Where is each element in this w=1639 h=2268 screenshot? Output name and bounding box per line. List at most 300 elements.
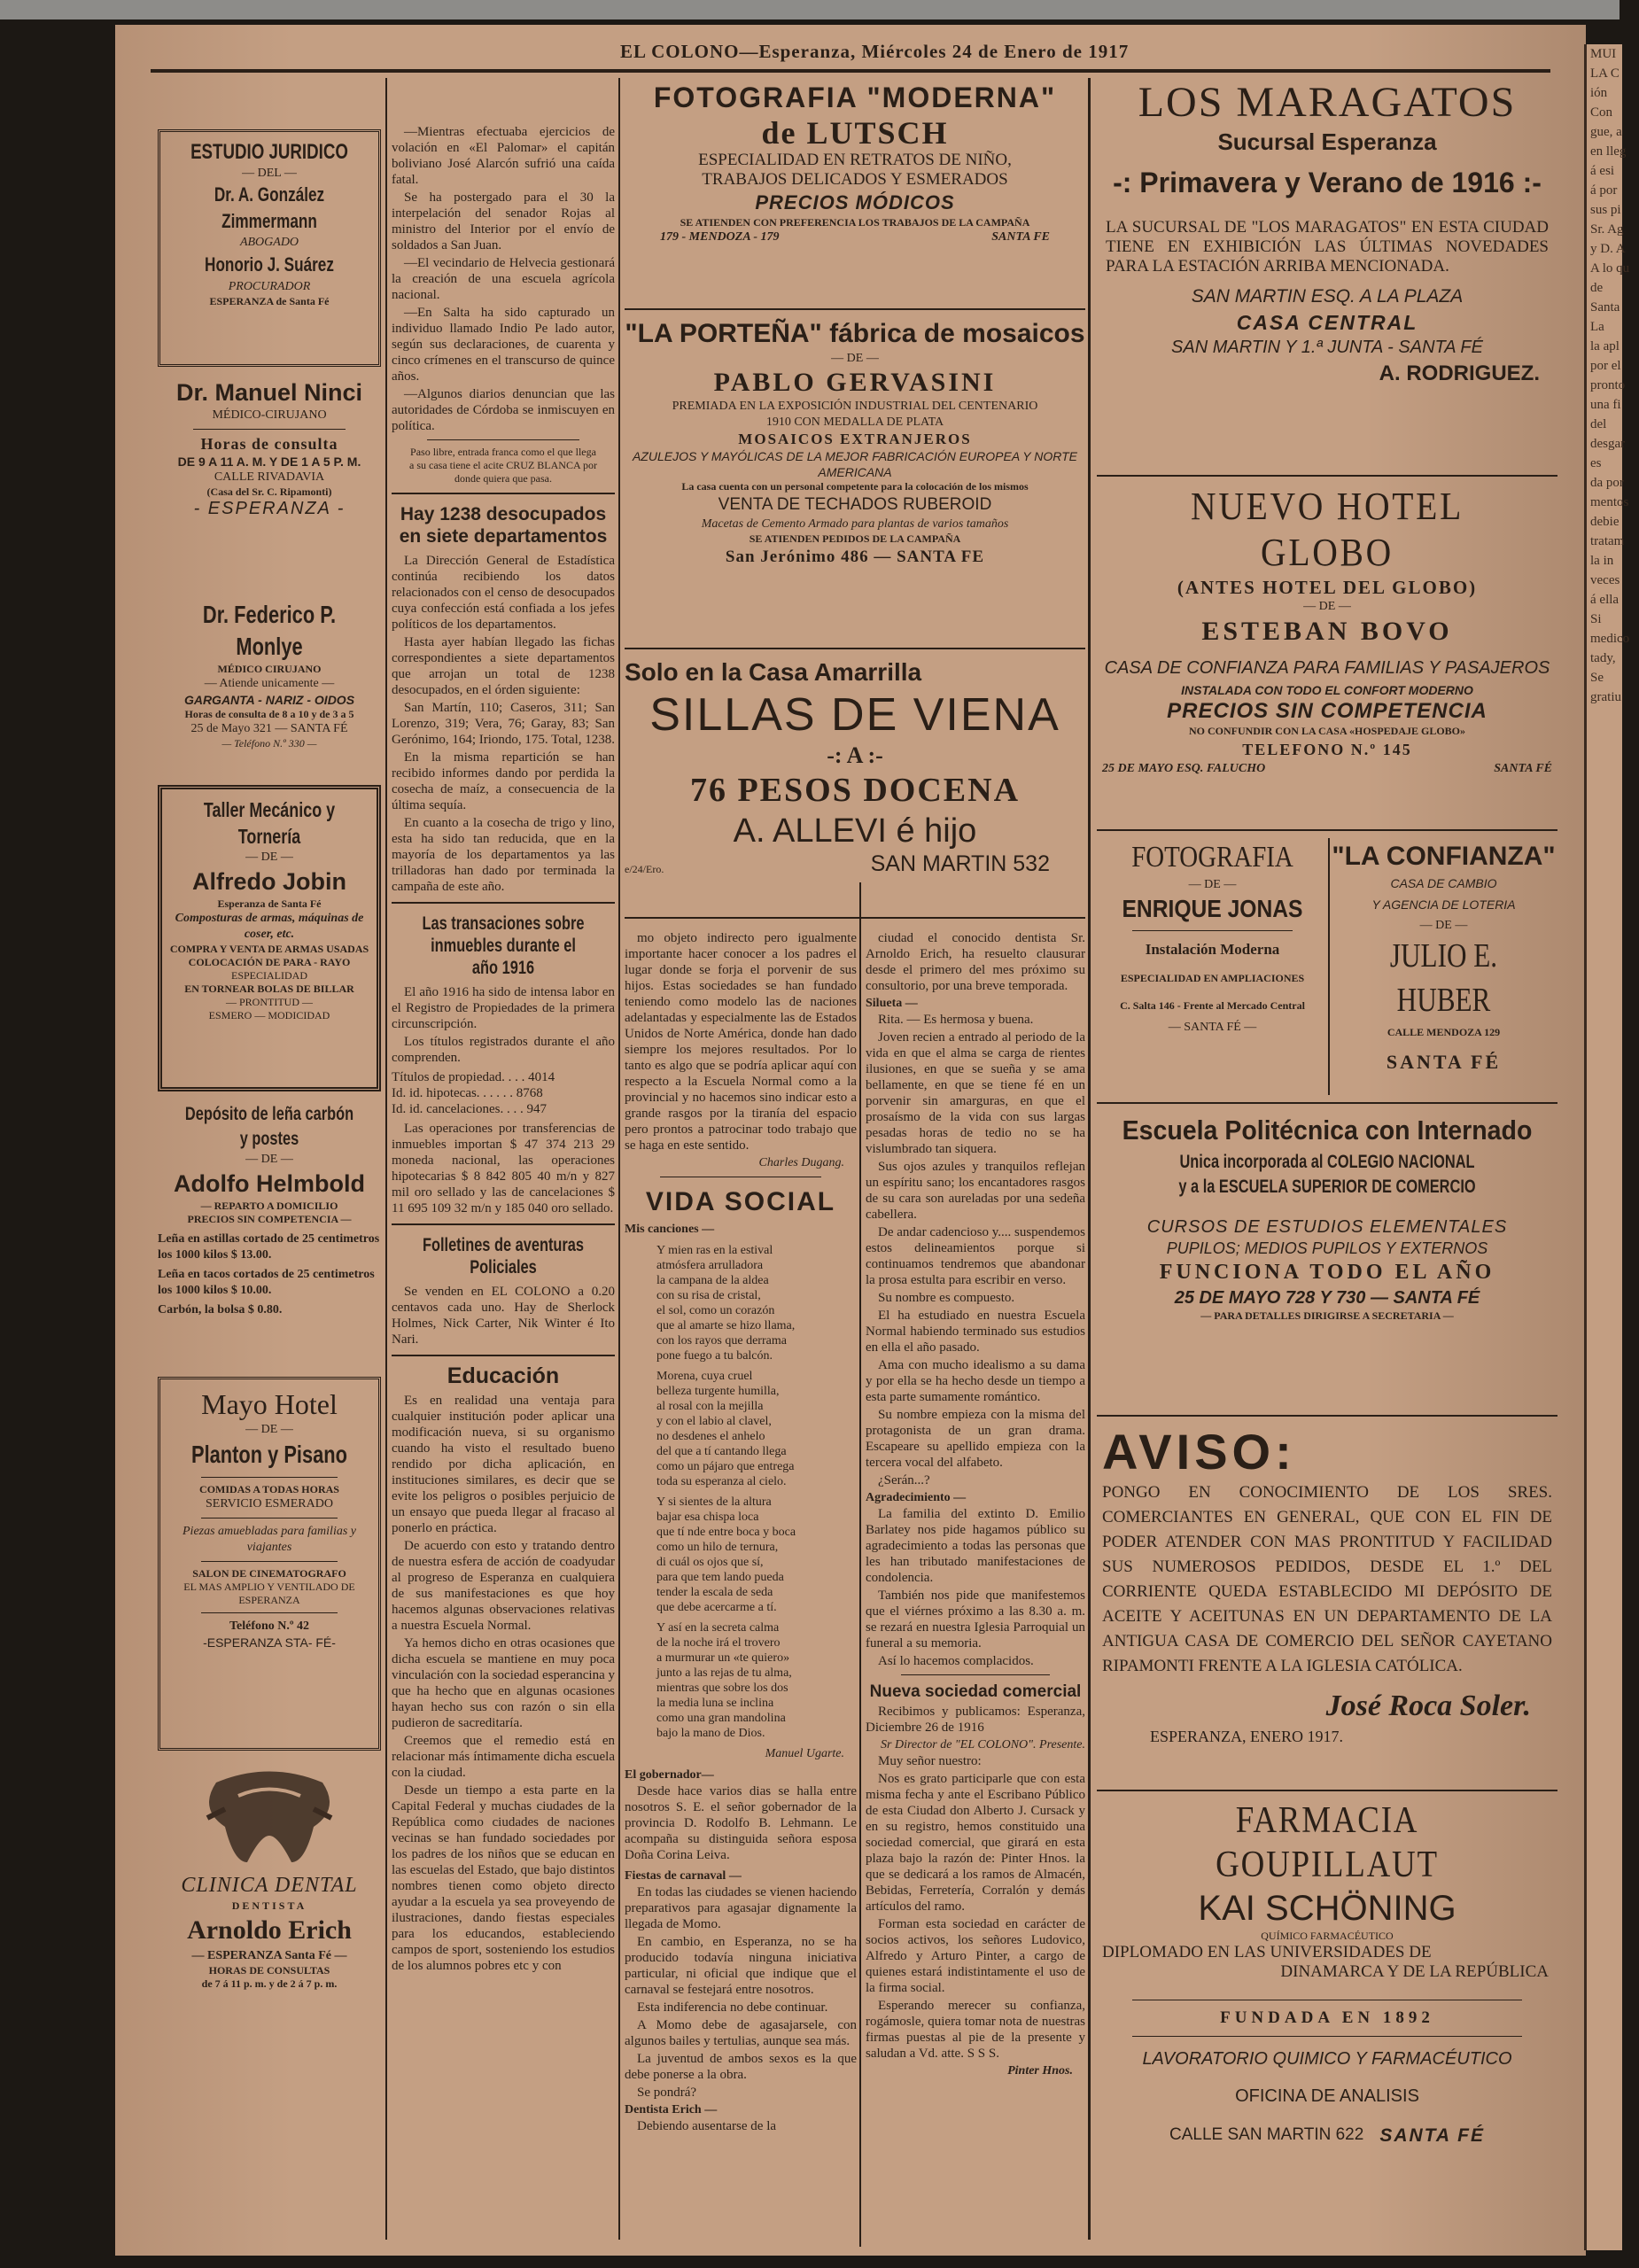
farmacia-owner: KAI SCHÖNING (1198, 1889, 1456, 1928)
hotel-phone: Teléfono N.º 42 (229, 1619, 310, 1633)
farmacia-dinamarca: DINAMARCA Y DE LA REPÚBLICA (1280, 1962, 1549, 1981)
dentista-heading: Dentista Erich — (625, 2103, 718, 2117)
farmacia-oficina: OFICINA DE ANALISIS (1235, 2086, 1419, 2106)
monlye-name: Dr. Federico P. Monlye (202, 601, 337, 660)
folletines-body: Se venden en EL COLONO a 0.20 centavos cada uno. Hay de Sherlock Holmes, Nick Carter, Nik Winter é Ito Nari. (392, 1285, 615, 1347)
verse-line: como un pájaro que entrega (656, 1460, 795, 1473)
nueva-sociedad-paragraph: Muy señor nuestro: (878, 1754, 982, 1768)
adjacent-text: la apl (1590, 339, 1620, 353)
educacion-paragraph: Desde un tiempo a esta parte en la Capital Federal y muchas ciudades de la República como ciudades de naciones vecinas se han fundado sociedades por los padres de los niños que se educan en las escuelas del Estado, que bajo distintos nombres tienen como objeto directo ayudar a la escuela ya sea proveyendo de ilustraciones, dando fiestas especiales para los educandos, estableciendo campos de sport, sosteniendo los estudios de los alumnos pobres etc y con (392, 1783, 615, 1973)
taller-bolas: EN TORNEAR BOLAS DE BILLAR (184, 983, 354, 995)
divider (625, 648, 1085, 649)
maragatos-owner: A. RODRIGUEZ. (1379, 361, 1540, 385)
foto-moderna-address (625, 229, 1085, 245)
educacion-title: Educación (447, 1363, 560, 1388)
vida-social-title: VIDA SOCIAL (645, 1187, 836, 1216)
juridico-name-2: Honorio J. Suárez (205, 253, 334, 276)
globo-street: 25 DE MAYO ESQ. FALUCHO (1102, 762, 1266, 775)
globo-city: SANTA FÉ (1494, 762, 1552, 775)
farmacia-fundada: FUNDADA EN 1892 (1220, 2008, 1434, 2027)
juridico-role-1: ABOGADO (239, 236, 299, 249)
ad-la-confianza (1330, 838, 1557, 1095)
portena-macetas: Macetas de Cemento Armado para plantas de varios tamaños (701, 517, 1009, 531)
farmacia-address (1097, 2125, 1557, 2147)
canciones-heading: Mis canciones — (625, 1223, 715, 1236)
escuela-cursos: CURSOS DE ESTUDIOS ELEMENTALES (1146, 1217, 1508, 1237)
adjacent-text: gue, a (1590, 125, 1622, 139)
foto-moderna-line: TRABAJOS DELICADOS Y ESMERADOS (702, 170, 1008, 189)
verse-line: la campana de la aldea (656, 1274, 769, 1287)
adjacent-text: gratiu (1590, 690, 1621, 704)
foto-moderna-title: FOTOGRAFIA "MODERNA" (653, 82, 1057, 113)
verse-line: de la noche irá el trovero (656, 1636, 781, 1650)
ad-farmacia-goupillaut (1097, 1798, 1557, 2171)
divider (901, 1674, 1050, 1675)
juridico-title: ESTUDIO JURIDICO (190, 140, 348, 164)
folletines-title: Folletines de aventuras Policiales (422, 1235, 585, 1278)
hotel-de: — DE — (245, 1423, 293, 1436)
silueta-heading: Silueta — (866, 997, 918, 1010)
hotel-divider (201, 1477, 338, 1478)
verse-line: al rosal con la mejilla (656, 1400, 764, 1413)
divider (625, 917, 1085, 919)
sillas-a: -: A :- (827, 742, 883, 768)
portena-premiada: PREMIADA EN LA EXPOSICIÓN INDUSTRIAL DEL CENTENARIO 1910 CON MEDALLA DE PLATA (672, 400, 1038, 429)
verse-stanza (625, 1243, 857, 1363)
verse-line: la media luna se inclina (656, 1697, 774, 1710)
adjacent-text: veces (1590, 573, 1620, 587)
escuela-detalles: — PARA DETALLES DIRIGIRSE A SECRETARIA — (1200, 1309, 1454, 1322)
column-1-ads (158, 129, 381, 2256)
verse-line: bajar esa chispa loca (656, 1511, 759, 1524)
divider (392, 1223, 615, 1225)
clinica-horas: HORAS DE CONSULTAS (208, 1964, 330, 1977)
portena-personal: La casa cuenta con un personal competente para la colocación de los mismos (681, 480, 1029, 493)
divider (1097, 829, 1557, 831)
farmacia-laboratorio: LAVORATORIO QUIMICO Y FARMACÉUTICO (1142, 2049, 1512, 2069)
confianza-title: "LA CONFIANZA" (1332, 842, 1556, 871)
foto-moderna-line: ESPECIALIDAD EN RETRATOS DE NIÑO, (698, 151, 1012, 169)
dentista-body: Debiendo ausentarse de la (637, 2119, 777, 2133)
farmacia-divider-2 (1132, 2036, 1522, 2037)
ad-los-maragatos (1097, 78, 1557, 468)
helmbold-price-2: Leña en tacos cortados de 25 centimetros los 1000 kilos $ 10.00. (158, 1268, 375, 1297)
divider (625, 308, 1085, 310)
verse-line: Y si sientes de la altura (656, 1495, 772, 1509)
divider (1097, 475, 1557, 477)
adjacent-text: tady, (1590, 651, 1616, 665)
silueta-paragraph: El ha estudiado en nuestra Escuela Normal habiendo terminado sus estudios en ella el año pasado. (866, 1309, 1085, 1355)
confianza-owner: JULIO E. HUBER (1389, 937, 1498, 1019)
news-item: —Mientras efectuaba ejercicios de volación en «El Palomar» el capitán boliviano José Alarcón sufrió una caída fatal. (392, 125, 615, 187)
adjacent-text: ión (1590, 86, 1608, 100)
column-rule-3 (1088, 78, 1091, 2240)
tooth-illustration-icon (190, 1765, 349, 1871)
farmacia-street: CALLE SAN MARTIN 622 (1169, 2125, 1364, 2144)
ad-fotografia-jonas (1097, 838, 1330, 1095)
taller-armas: COMPRA Y VENTA DE ARMAS USADAS (169, 943, 369, 955)
globo-owner: ESTEBAN BOVO (1201, 617, 1453, 646)
adjacent-text: A lo qu (1590, 261, 1630, 276)
jonas-name: ENRIQUE JONAS (1122, 895, 1303, 922)
desocupados-paragraph: En la misma repartición se han recibido informes dando por perdida la cosecha de maíz, a consecuencia de la última sequía. (392, 750, 615, 812)
maragatos-branch: SAN MARTIN ESQ. A LA PLAZA (1191, 286, 1464, 307)
portena-mosaicos: MOSAICOS EXTRANJEROS (738, 431, 972, 447)
ad-nuevo-hotel-globo (1097, 484, 1557, 822)
column-rule-2 (618, 78, 620, 2240)
foto-moderna-precios: PRECIOS MÓDICOS (755, 191, 955, 214)
verse-line: el sol, como un corazón (656, 1304, 775, 1317)
ad-ninci (158, 377, 381, 590)
hotel-comidas: COMIDAS A TODAS HORAS (199, 1483, 339, 1495)
helmbold-title: Depósito de leña carbón y postes (184, 1104, 354, 1149)
masthead (620, 41, 1639, 63)
portena-owner: PABLO GERVASINI (713, 368, 997, 397)
confianza-de: — DE — (1419, 919, 1468, 932)
ad-escuela-politecnica (1097, 1111, 1557, 1408)
news-item: —En Salta ha sido capturado un individuo llamado Indio Pe lado autor, según sus declaraciones, de cuarenta y cinco crímenes en el transcurso de quince años. (392, 306, 615, 384)
globo-no-confundir: NO CONFUNDIR CON LA CASA «HOSPEDAJE GLOBO» (1188, 725, 1466, 737)
ad-taller-mecanico (158, 785, 381, 1091)
globo-phone: TELEFONO N.º 145 (1242, 741, 1412, 758)
taller-owner: Alfredo Jobin (192, 868, 346, 895)
ninci-hours: DE 9 A 11 A. M. Y DE 1 A 5 P. M. (177, 454, 361, 469)
foto-moderna-city: SANTA FE (991, 230, 1050, 244)
monlye-note: — Atiende unicamente — (204, 677, 335, 690)
ad-la-portena (625, 317, 1085, 641)
helmbold-de: — DE — (245, 1153, 293, 1166)
taller-prontitud: — PRONTITUD — (226, 996, 313, 1008)
portena-azulejos: AZULEJOS Y MAYÓLICAS DE LA MEJOR FABRICACIÓN EUROPEA Y NORTE AMERICANA (632, 449, 1078, 479)
educacion-paragraph: Creemos que el remedio está en relacionar más íntimamente dicha escuela con la ciudad. (392, 1734, 615, 1780)
desocupados-paragraph: San Martín, 110; Caseros, 311; San Lorenzo, 319; Vera, 76; Garay, 83; San Gerónimo, 164; Iriondo, 175. Total, 1238. (392, 701, 615, 747)
fiestas-paragraph: A Momo debe de agasajarsele, con algunos bailes y tertulias, aunque sea más. (625, 2018, 857, 2048)
column-3-text (625, 930, 857, 2241)
adjacent-text: debie (1590, 515, 1620, 529)
agradecimiento-paragraph: La familia del extinto D. Emilio Barlatey nos pide hagamos público su agradecimiento a todas las personas que les han tributado manifestaciones de condolencia. (866, 1507, 1085, 1585)
desocupados-paragraph: La Dirección General de Estadística continúa recibiendo los datos relacionados con el censo de desocupados cuya confección está confiada a los jefes políticos de los departamentos. (392, 554, 615, 632)
transaciones-title: Las transaciones sobre inmuebles durante el año 1916 (422, 913, 585, 978)
nueva-sociedad-title: Nueva sociedad comercial (869, 1682, 1082, 1701)
aviso-body: PONGO EN CONOCIMIENTO DE LOS SRES. COMERCIANTES EN GENERAL, QUE CON EL FIN DE PODER ATENDER CON MAS PRONTITUD Y FACILIDAD SUS NUMEROSOS PEDIDOS, DESDE EL 1.º DEL CORRIENTE QUEDA ESTABLECIDO MI DEPÓSITO DE ACEITE Y ACEITUNAS EN UN DEPARTAMENTO DE LA ANTIGUA CASA DE COMERCIO DEL SEÑOR CAYETANO RIPAMONTI FRENTE A LA IGLESIA CATÓLICA. (1102, 1483, 1552, 1675)
globo-de: — DE — (1303, 600, 1351, 613)
verse-line: Y mien ras en la estival (656, 1244, 773, 1257)
sillas-price: 76 PESOS DOCENA (689, 772, 1021, 809)
verse-line: con su risa de cristal, (656, 1289, 761, 1302)
globo-precios: PRECIOS SIN COMPETENCIA (1167, 699, 1488, 723)
ad-estudio-juridico (158, 129, 381, 367)
portena-ruberoid: VENTA DE TECHADOS RUBEROID (718, 495, 992, 514)
agradecimiento-paragraph: También nos pide que manifestemos que el viérnes próximo a las 8.30 a. m. se rezará en nuestra Iglesia Parroquial un funeral a su memoria. (866, 1588, 1085, 1651)
ad-sillas-de-viena (625, 656, 1085, 913)
taller-pararayo: COLOCACIÓN DE PARA - RAYO (188, 956, 351, 968)
ninci-street: CALLE RIVADAVIA (214, 470, 325, 484)
nueva-sociedad-paragraph: Esperando merecer su confianza, rogámosle, quiera tomar nota de nuestras firmas puestas al pie de la presente y saludan a Vd. atte. S S S. (866, 1999, 1085, 2061)
clinica-name: Arnoldo Erich (187, 1915, 352, 1945)
adjacent-text: de (1590, 281, 1604, 295)
adjacent-text: en lleg (1590, 144, 1627, 159)
helmbold-precios: PRECIOS SIN COMPETENCIA — (187, 1213, 352, 1225)
adjacent-text: Sr. Ag (1590, 222, 1624, 237)
hotel-cine: SALON DE CINEMATOGRAFO (192, 1567, 346, 1580)
portena-address: San Jerónimo 486 — SANTA FE (725, 548, 985, 566)
adjacent-text: una fi (1590, 398, 1621, 412)
verse-stanza (625, 1495, 857, 1615)
maragatos-season: -: Primavera y Verano de 1916 :- (1113, 167, 1542, 198)
ninci-name: Dr. Manuel Ninci (175, 379, 363, 406)
divider (392, 493, 615, 494)
verse-signature: Manuel Ugarte. (765, 1747, 844, 1760)
verse-line: tender la escala de seda (656, 1586, 773, 1599)
hotel-owners: Planton y Pisano (191, 1441, 347, 1468)
adjacent-text: y D. A (1590, 242, 1626, 256)
divider (1097, 1790, 1557, 1791)
monlye-address: 25 de Mayo 321 — SANTA FÉ (190, 722, 348, 735)
silueta-paragraph: Su nombre es compuesto. (878, 1291, 1015, 1305)
hotel-cine-desc: EL MAS AMPLIO Y VENTILADO DE ESPERANZA (183, 1581, 355, 1606)
adjacent-text: sus pi (1590, 203, 1621, 217)
adjacent-text: Si (1590, 612, 1602, 626)
monlye-phone: — Teléfono N.º 330 — (221, 737, 317, 750)
ad-mayo-hotel (158, 1377, 381, 1751)
juridico-name-1: Dr. A. González Zimmermann (214, 183, 325, 232)
adjacent-text: del (1590, 417, 1607, 431)
transaciones-paragraph: El año 1916 ha sido de intensa labor en el Registro de Propiedades de la primera circunscripción. (392, 985, 615, 1031)
adjacent-text: es (1590, 456, 1602, 470)
ninci-hours-title: Horas de consulta (200, 435, 338, 453)
monlye-hours: Horas de consulta de 8 a 10 y de 3 a 5 (184, 708, 354, 720)
adjacent-text: por el (1590, 359, 1621, 373)
verse-line: belleza turgente humilla, (656, 1385, 780, 1398)
adjacent-text: pronto (1590, 378, 1626, 392)
verse-stanza (625, 1620, 857, 1741)
hotel-divider-3 (201, 1561, 338, 1562)
jonas-instalacion: Instalación Moderna (1145, 941, 1280, 958)
cruz-blanca-note: Paso libre, entrada franca como el que llega a su casa tiene el acite CRUZ BLANCA por donde quiera que pasa. (409, 446, 597, 485)
ad-clinica-dental (158, 1765, 381, 2066)
adjacent-text: Con (1590, 105, 1613, 120)
ad-helmbold (158, 1102, 381, 1368)
hotel-city: -ESPERANZA STA- FÉ- (203, 1635, 336, 1650)
confianza-city: SANTA FÉ (1386, 1051, 1502, 1073)
fiestas-paragraph: En todas las ciudades se vienen haciendo preparativos para agasajar dignamente la llegada de Momo. (625, 1885, 857, 1931)
clinica-dentista: DENTISTA (231, 1899, 307, 1912)
agradecimiento-heading: Agradecimiento — (866, 1491, 967, 1504)
farmacia-city: SANTA FÉ (1379, 2125, 1485, 2146)
confianza-cambio: CASA DE CAMBIO (1390, 876, 1497, 890)
globo-confort: INSTALADA CON TODO EL CONFORT MODERNO (1181, 683, 1473, 697)
escuela-comercio: y a la ESCUELA SUPERIOR DE COMERCIO (1178, 1177, 1476, 1197)
aviso-title: AVISO: (1102, 1424, 1296, 1480)
fiestas-paragraph: Se pondrá? (637, 2085, 697, 2100)
helmbold-reparto: — REPARTO A DOMICILIO (200, 1200, 338, 1212)
nueva-sociedad-paragraph: Forman esta sociedad en carácter de socios activos, los señores Ludovico, Alfredo y Arturo Pinter, a cargo de quienes estará indistintamente el uso de la firma social. (866, 1917, 1085, 1995)
juridico-del: — DEL — (242, 167, 297, 180)
escuela-funciona: FUNCIONA TODO EL AÑO (1159, 1261, 1495, 1284)
sillas-casa: Solo en la Casa Amarrilla (625, 658, 922, 686)
sillas-address: SAN MARTIN 532 (870, 851, 1050, 876)
transaciones-tail: Las operaciones por transferencias de inmuebles importan $ 47 374 213 29 moneda nacional, las operaciones hipotecarias $ 8 842 805 40 m/n y 827 mil oro sellado y las de cancelaciones $ 11 695 109 32 m/n y 185 040 oro sellado. (392, 1122, 615, 1216)
ad-aviso (1097, 1424, 1557, 1783)
hotel-divider-4 (201, 1612, 338, 1613)
silueta-paragraph: Sus ojos azules y tranquilos reflejan un espíritu sano; los encantadores rasgos de su cara son aureladas por una sedeña cabellera. (866, 1160, 1085, 1222)
verse-line: que tí nde entre boca y boca (656, 1526, 796, 1539)
silueta-paragraph: Rita. — Es hermosa y buena. (878, 1013, 1034, 1027)
ads-row-jonas-confianza (1097, 838, 1557, 1095)
portena-title: "LA PORTEÑA" fábrica de mosaicos (625, 319, 1085, 348)
adjacent-text: La (1590, 320, 1604, 334)
desocupados-paragraph: En cuanto a la cosecha de trigo y lino, esta ha sido tan reducida, que en la mayoría de los departamentos ya las trilladoras han dado por terminada la campaña de este año. (392, 816, 615, 894)
confianza-address: CALLE MENDOZA 129 (1387, 1026, 1501, 1038)
maragatos-subtitle: Sucursal Esperanza (1217, 128, 1437, 155)
divider (392, 1355, 615, 1356)
maragatos-central: CASA CENTRAL (1236, 311, 1418, 334)
farmacia-quimico: QUÍMICO FARMACÉUTICO (1261, 1930, 1394, 1942)
ad-monlye (158, 599, 381, 776)
maragatos-body: LA SUCURSAL DE "LOS MARAGATOS" EN ESTA CIUDAD TIENE EN EXHIBICIÓN LAS ÚLTIMAS NOVEDADES PARA LA ESTACIÓN ARRIBA MENCIONADA. (1106, 218, 1549, 276)
adjacent-page-edge (1584, 44, 1630, 2250)
column-2-news (392, 124, 615, 2246)
jonas-address: C. Salta 146 - Frente al Mercado Central (1120, 999, 1305, 1012)
ad-fotografia-moderna (625, 80, 1085, 301)
divider (1097, 1102, 1557, 1104)
jonas-ampliaciones: ESPECIALIDAD EN AMPLIACIONES (1120, 972, 1305, 984)
taller-services: Composturas de armas, máquinas de coser, etc. (175, 912, 364, 941)
verse-line: di cuál os ojos que sí, (656, 1556, 764, 1569)
portena-de: — DE — (831, 352, 879, 365)
scanner-top-band (0, 0, 1620, 19)
verse-line: como una gran mandolina (656, 1712, 786, 1725)
maragatos-title: LOS MARAGATOS (1138, 79, 1517, 126)
divider (1097, 1415, 1557, 1417)
ninci-divider (193, 429, 346, 430)
portena-campana: SE ATIENDEN PEDIDOS DE LA CAMPAÑA (749, 532, 961, 545)
foto-moderna-street: 179 - MENDOZA - 179 (660, 230, 780, 244)
clinica-city: — ESPERANZA Santa Fé — (191, 1949, 347, 1962)
globo-title: NUEVO HOTEL GLOBO (1191, 485, 1464, 574)
helmbold-owner: Adolfo Helmbold (174, 1170, 365, 1197)
adjacent-text: MUI (1590, 47, 1617, 61)
verse-line: Y así en la secreta calma (656, 1621, 780, 1635)
adjacent-text: desgar (1590, 437, 1626, 451)
adjacent-text: Santa (1590, 300, 1620, 315)
educacion-paragraph: De acuerdo con esto y tratando dentro de nuestra esfera de acción de coadyudar al progreso de Esperanza en cualquiera de sus manifestaciones es que hoy hacemos algunas observaciones relativas a nuestra Escuela Normal. (392, 1539, 615, 1633)
column-4-text (866, 930, 1085, 2241)
fiestas-paragraph: Esta indiferencia no debe continuar. (637, 2000, 828, 2015)
clinica-horario: de 7 á 11 p. m. y de 2 á 7 p. m. (201, 1977, 338, 1990)
verse-line: que debe acercarme a tí. (656, 1601, 777, 1614)
aviso-signature: José Roca Soler. (1325, 1689, 1531, 1722)
taller-de: — DE — (245, 850, 293, 864)
escuela-address: 25 DE MAYO 728 Y 730 — SANTA FÉ (1174, 1288, 1480, 1308)
verse-line: bajo la mano de Dios. (656, 1727, 765, 1740)
foto-moderna-name: de LUTSCH (761, 115, 949, 151)
silueta-paragraph: De andar cadencioso y.... suspendemos estos delineamientos porque si continuamos tendremos que abandonar la prosa estulta para escribir en verso. (866, 1225, 1085, 1287)
verse-line: junto a las rejas de tu alma, (656, 1666, 792, 1680)
column-rule-1 (385, 78, 387, 2240)
nueva-sociedad-intro: Recibimos y publicamos: Esperanza, Diciembre 26 de 1916 (866, 1705, 1085, 1735)
transaciones-table (392, 1069, 615, 1117)
clinica-title: CLINICA DENTAL (181, 1874, 358, 1897)
silueta-paragraph: Su nombre empieza con la misma del protagonista de un gran drama. Escapeare su apellido empieza con la tercera vocal del alfabeto. (866, 1408, 1085, 1470)
globo-subtitle: (ANTES HOTEL DEL GLOBO) (1177, 577, 1478, 598)
erich-paragraph: ciudad el conocido dentista Sr. Arnoldo Erich, ha resuelto clausurar desde el primero del mes próximo su consultorio, por una breve temporada. (866, 931, 1085, 993)
silueta-paragraph: ¿Serán...? (878, 1473, 930, 1487)
aviso-date: ESPERANZA, ENERO 1917. (1150, 1728, 1344, 1745)
fiestas-paragraph: La juventud de ambos sexos es la que debe ponerse a la obra. (625, 2052, 857, 2082)
hotel-title: Mayo Hotel (201, 1388, 338, 1420)
taller-esmero: ESMERO — MODICIDAD (208, 1009, 330, 1021)
adjacent-text: Se (1590, 671, 1604, 685)
taller-city: Esperanza de Santa Fé (217, 897, 322, 910)
adjacent-text: da por (1590, 476, 1624, 490)
maragatos-address: SAN MARTIN Y 1.ª JUNTA - SANTA FÉ (1171, 338, 1483, 357)
adjacent-text: medico (1590, 632, 1630, 646)
educacion-signature: Charles Dugang. (758, 1156, 844, 1169)
silueta-paragraph: Joven recien a entrado al periodo de la vida en que el alma se carga de rientes ilusiones, en que se sueña y se ama bellamente, en que se tiene fé en un porvenir sin amarguras, en que el prosaísmo de la vida con sus largas pesadas horas de tedio no se ha vislumbrado tan siquera. (866, 1030, 1085, 1156)
verse-line: como un hilo de ternura, (656, 1541, 779, 1554)
verse-line: que al amarte se hizo llama, (656, 1319, 796, 1332)
helmbold-price-3: Carbón, la bolsa $ 0.80. (158, 1303, 283, 1317)
nueva-sociedad-to: Sr Director de "EL COLONO". Presente. (881, 1738, 1085, 1751)
transaciones-paragraph: Los títulos registrados durante el año comprenden. (392, 1035, 615, 1065)
escuela-pupilos: PUPILOS; MEDIOS PUPILOS Y EXTERNOS (1166, 1239, 1488, 1257)
news-item: —Algunos diarios denuncian que las autoridades de Córdoba se inmiscuyen en política. (392, 387, 615, 433)
desocupados-paragraph: Hasta ayer habían llegado las fichas correspondientes a siete departamentos que arrojan un total de 1238 desocupados, en el órden siguiente: (392, 635, 615, 697)
verse-line: toda su esperanza al cielo. (656, 1475, 787, 1488)
sillas-footer (625, 851, 1085, 876)
educacion-continued: mo objeto indirecto pero igualmente importante hacer conocer a los padres el lugar donde se forja el porvenir de sus hijos. Estas sociedades se han fundado teniendo como modelo las de naciones adelantadas y especialmente las de Estados Unidos de Norte América, donde han dado siempre los mejores resultados. Por lo tanto es algo que se podría aplicar aquí con respecto a la Escuela Normal como a la provincial y no hacemos sino indicar esto a grande rasgos por la tiranía del espacio pero prontos a patrocinar todo trabajo que se haga en este sentido. (625, 931, 857, 1153)
escuela-incorporada: Unica incorporada al COLEGIO NACIONAL (1179, 1152, 1475, 1172)
sillas-ref: e/24/Ero. (625, 863, 664, 875)
masthead-text: EL COLONO—Esperanza, Miércoles 24 de Enero de 1917 (620, 41, 1130, 62)
taller-especialidad: ESPECIALIDAD (231, 969, 307, 982)
silueta-paragraph: Ama con mucho idealismo a su dama y por ella se ha hecho desde un tiempo a esta parte sumamente romántico. (866, 1358, 1085, 1404)
adjacent-text: tratam (1590, 534, 1625, 548)
jonas-de: — DE — (1188, 878, 1237, 891)
nueva-sociedad-signature: Pinter Hnos. (1007, 2064, 1073, 2078)
verse-line: pone fuego a tu balcón. (656, 1349, 773, 1363)
verse-line: con los rayos que derrama (656, 1334, 787, 1348)
news-item: Se ha postergado para el 30 la interpelación del senador Rojas al ministro del Interior por el envío de soldados a San Juan. (392, 190, 615, 252)
adjacent-text: á esi (1590, 164, 1615, 178)
verse-line: para que tem lando pueda (656, 1571, 784, 1584)
table-row: Id. id. cancelaciones. . . . 947 (392, 1102, 547, 1116)
gobernador-body: Desde hace varios dias se halla entre nosotros S. E. el señor gobernador de la provincia D. Rodolfo B. Lehmann. Le acompaña su distinguida señora esposa Doña Corina Leiva. (625, 1784, 857, 1862)
hotel-servicio: SERVICIO ESMERADO (206, 1497, 333, 1511)
adjacent-text: la in (1590, 554, 1614, 568)
confianza-loteria: Y AGENCIA DE LOTERIA (1371, 897, 1516, 912)
fiestas-heading: Fiestas de carnaval — (625, 1869, 742, 1883)
adjacent-text: á ella (1590, 593, 1620, 607)
verse-line: Morena, cuya cruel (656, 1370, 753, 1383)
adjacent-text: LA C (1590, 66, 1620, 81)
verse-line: del que a tí cantando llega (656, 1445, 787, 1458)
juridico-role-2: PROCURADOR (228, 280, 311, 293)
desocupados-title: Hay 1238 desocupados en siete departamentos (399, 504, 608, 547)
divider (427, 439, 579, 440)
agradecimiento-paragraph: Así lo hacemos complacidos. (878, 1654, 1034, 1668)
verse-line: y con el labio al clavel, (656, 1415, 772, 1428)
verse-line: no desdenes el anhelo (656, 1430, 765, 1443)
adjacent-text: mentos (1590, 495, 1629, 509)
gobernador-heading: El gobernador— (625, 1768, 714, 1782)
educacion-paragraph: Es en realidad una ventaja para cualquier institución poder aplicar una modificación nueva, si su organismo cuando ha visto el resultado bueno rendido por dicha aplicación, en instituciones similares, es decir que se evite los peligros o posibles perjuicio de un ensayo que pueda llegar al fracaso al ponerlo en práctica. (392, 1394, 615, 1535)
farmacia-title: FARMACIA GOUPILLAUT (1216, 1800, 1439, 1885)
sillas-title: SILLAS DE VIENA (649, 689, 1060, 741)
escuela-title: Escuela Politécnica con Internado (1122, 1115, 1533, 1146)
masthead-rule (151, 69, 1550, 73)
